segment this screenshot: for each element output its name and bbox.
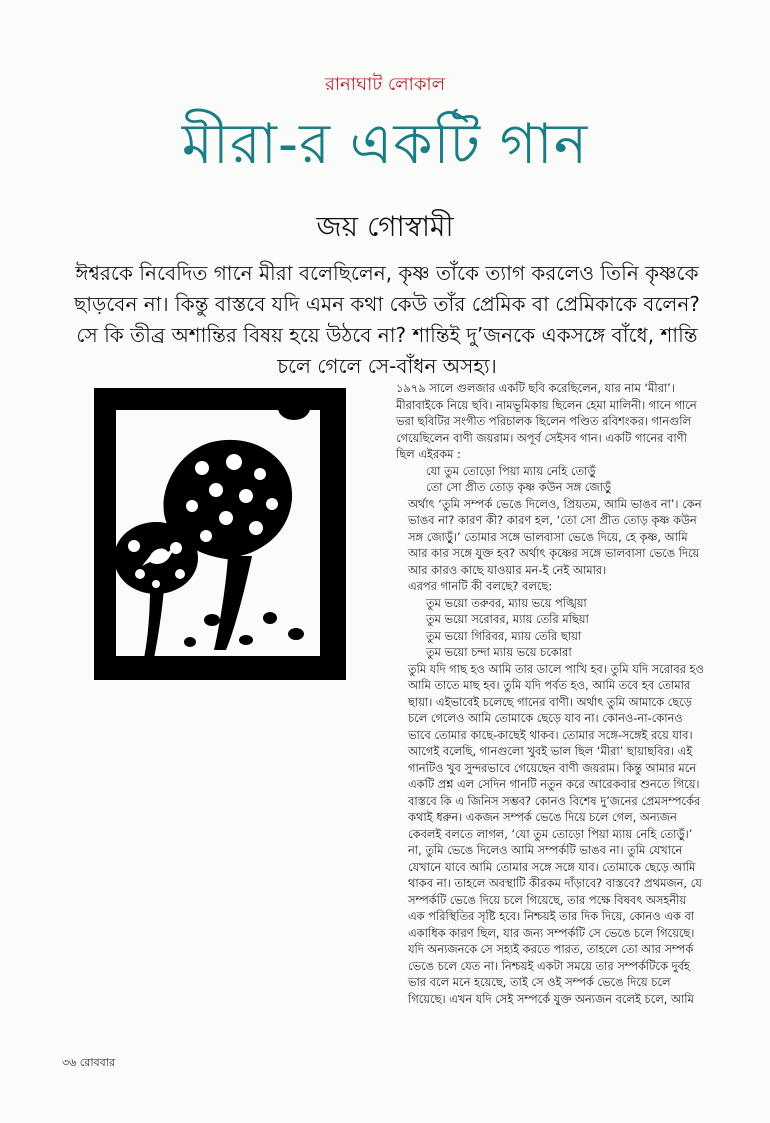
tree-bird-illustration [94,388,346,680]
verse-line: তো সো প্রীত তোড় কৃষ্ণ কউন সঙ্গ জোড়ুঁ [426,480,612,494]
verse-line: যো তুম তোড়ো পিয়া ম্যায় নেহি তোড়ুঁ [426,463,596,478]
verse-line: তুম ভয়ো গিরিবর, ম্যায় তেরি ছায়া [426,628,582,643]
page-title: মীরা-র একটি গান [181,112,589,177]
section-label: রানাঘাট লোকাল [324,74,446,95]
page-folio: ৩৬ রোববার [62,1056,115,1069]
verse-line: তুম ভয়ো সরোবর, ম্যায় তেরি মছিয়া [426,612,589,626]
verse-line: তুম ভয়ো চন্দা ম্যায় ভয়ে চকোরা [426,645,572,659]
body-paragraph: এরপর গানটি কী বলছে? বলছে: [408,579,553,593]
body-paragraph: অর্থাৎ ‘তুমি সম্পর্ক ভেঙে দিলেও, প্রিয়তম, আমি ভাঙব না’। কেন ভাঙব না? কারণ কী? কারণ হল, ‘তো সো প্রীত তোড় কৃষ্ণ কউন সঙ্গ জোড়ুঁ।’ তোমার সঙ্গে ভালবাসা ভেঙে দিয়ে, হে কৃষ্ণ, আমি আর কার সঙ্গে যুক্ত হব? অর্থাৎ কৃষ্ণের সঙ্গে ভালবাসা ভেঙে দিয়ে আর কারও কাছে যাওয়ার মন-ই নেই আমার। [408,496,702,577]
body-column [396,380,704,1007]
deck-paragraph: ঈশ্বরকে নিবেদিত গানে মীরা বলেছিলেন, কৃষ্ণ তাঁকে ত্যাগ করলেও তিনি কৃষ্ণকে ছাড়বেন না। কিন্তু বাস্তবে যদি এমন কথা কেউ তাঁর প্রেমিক বা প্রেমিকাকে বলেন? সে কি তীব্র অশান্তির বিষয় হয়ে উঠবে না? শান্তিই দু’জনকে একসঙ্গে বাঁধে, শান্তি চলে গেলে সে-বাঁধন অসহ্য। [74,261,700,378]
verse-line: তুম ভয়ো তরুবর, ম্যায় ভয়ে পঙ্খিয়া [426,595,587,610]
body-paragraph: ১৯৭৯ সালে গুলজার একটি ছবি করেছিলেন, যার নাম ‘মীরা’। মীরাবাইকে নিয়ে ছবি। নামভূমিকায় ছিলেন হেমা মালিনী। গানে গানে ভরা ছবিটির সংগীত পরিচালক ছিলেন পণ্ডিত রবিশংকর। গানগুলি গেয়েছিলেন বাণী জয়রাম। অপূর্ব সেইসব গান। একটি গানের বাণী ছিল এইরকম : [396,381,697,461]
body-paragraph: তুমি যদি গাছ হও আমি তার ডালে পাখি হব। তুমি যদি সরোবর হও আমি তাতে মাছ হব। তুমি যদি পর্বত হও, আমি তবে হব তোমার ছায়া। এইভাবেই চলেছে গানের বাণী। অর্থাৎ তুমি আমাকে ছেড়ে চলে গেলেও আমি তোমাকে ছেড়ে যাব না। কোনও-না-কোনও ভাবে তোমার কাছে-কাছেই থাকব। তোমার সঙ্গে-সঙ্গেই রয়ে যাব। [408,661,704,742]
body-paragraph: আগেই বলেছি, গানগুলো খুবই ভাল ছিল ‘মীরা’ ছায়াছবির। এই গানটিও খুব সুন্দরভাবে গেয়েছেন বাণী জয়রাম। কিন্তু আমার মনে একটি প্রশ্ন এল সেদিন গানটি নতুন করে আরেকবার শুনতে গিয়ে। বাস্তবে কি এ জিনিস সম্ভব? কোনও বিশেষ দু’জনের প্রেমসম্পর্কের কথাই ধরুন। একজন সম্পর্ক ভেঙে দিয়ে চলে গেল, অন্যজন কেবলই বলতে লাগল, ‘যো তুম তোড়ো পিয়া ম্যায় নেহি তোড়ুঁ।’ না, তুমি ভেঙে দিলেও আমি সম্পর্কটি ভাঙব না। তুমি যেখানে যেখানে যাবে আমি তোমার সঙ্গে সঙ্গে যাব। তোমাকে ছেড়ে আমি থাকব না। তাহলে অবস্থাটি কীরকম দাঁড়াবে? বাস্তবে? প্রথমজন, যে সম্পর্কটি ভেঙে দিয়ে চলে গিয়েছে, তার পক্ষে বিষবৎ অসহনীয় এক পরিস্থিতির সৃষ্টি হবে। নিশ্চয়ই তার দিক দিয়ে, কোনও এক বা একাধিক কারণ ছিল, যার জন্য সম্পর্কটি সে ভেঙে চলে গিয়েছে। যদি অন্যজনকে সে সহ্যই করতে পারত, তাহলে তো আর সম্পর্ক ভেঙে চলে যেত না। নিশ্চয়ই একটা সময়ে তার সম্পর্কটিকে দুর্বহ ভার বলে মনে হয়েছে, তাই সে ওই সম্পর্ক ভেঙে দিয়ে চলে গিয়েছে। এখন যদি সেই সম্পর্কে যুক্ত অন্যজন বলেই চলে, আমি [408,744,702,1006]
author-byline: জয় গোস্বামী [316,210,454,243]
